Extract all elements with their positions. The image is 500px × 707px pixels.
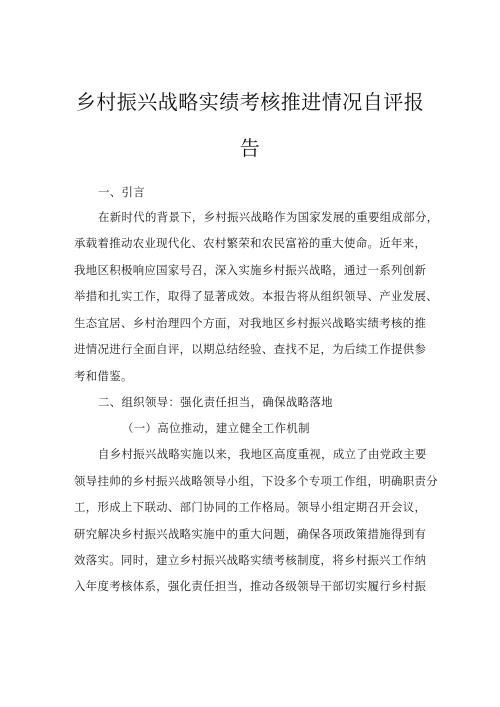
document-title-line-2: 告 bbox=[239, 136, 261, 160]
paragraph-line: 领导挂帅的乡村振兴战略领导小组，下设多个专项工作组，明确职责分 bbox=[74, 474, 438, 488]
paragraph-line: 在新时代的背景下，乡村振兴战略作为国家发展的重要组成部分， bbox=[98, 210, 439, 224]
paragraph-line: 效落实。同时，建立乡村振兴战略实绩考核制度，将乡村振兴工作纳 bbox=[74, 553, 427, 567]
section-heading-organization: 二、组织领导：强化责任担当，确保战略落地 bbox=[98, 395, 333, 409]
document-title-line-1: 乡村振兴战略实绩考核推进情况自评报 bbox=[75, 90, 425, 114]
paragraph-line: 工，形成上下联动、部门协同的工作格局。领导小组定期召开会议， bbox=[74, 500, 427, 514]
paragraph-line: 我地区积极响应国家号召，深入实施乡村振兴战略，通过一系列创新 bbox=[74, 263, 427, 277]
paragraph-line: 入年度考核体系，强化责任担当，推动各级领导干部切实履行乡村振 bbox=[74, 579, 427, 593]
paragraph-line: 生态宜居、乡村治理四个方面，对我地区乡村振兴战略实绩考核的推 bbox=[74, 316, 427, 330]
section-heading-introduction: 一、引言 bbox=[98, 185, 145, 199]
paragraph-line: 自乡村振兴战略实施以来，我地区高度重视，成立了由党政主要 bbox=[98, 447, 427, 461]
paragraph-line: 进情况进行全面自评，以期总结经验、查找不足，为后续工作提供参 bbox=[74, 342, 427, 356]
paragraph-line: 举措和扎实工作，取得了显著成效。本报告将从组织领导、产业发展、 bbox=[74, 289, 438, 303]
paragraph-line: 考和借鉴。 bbox=[74, 369, 133, 383]
subsection-heading: （一）高位推动，建立健全工作机制 bbox=[122, 421, 310, 435]
paragraph-line: 承载着推动农业现代化、农村繁荣和农民富裕的重大使命。近年来， bbox=[74, 236, 427, 250]
paragraph-line: 研究解决乡村振兴战略实施中的重大问题，确保各项政策措施得到有 bbox=[74, 527, 427, 541]
